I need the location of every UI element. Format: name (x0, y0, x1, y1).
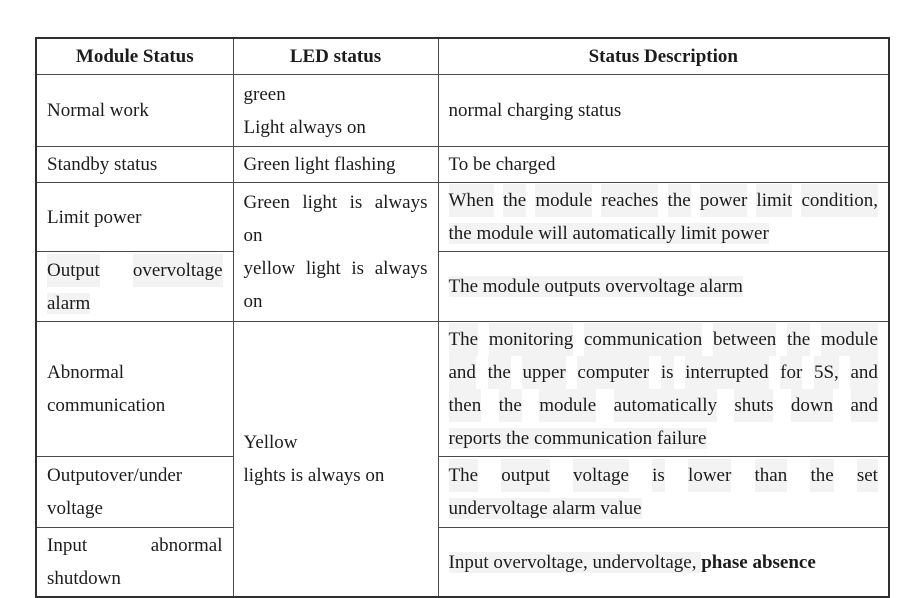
cell-word: module (539, 389, 596, 422)
cell-word: overvoltage (133, 254, 223, 287)
cell-line (47, 529, 223, 562)
table-cell (36, 147, 233, 183)
cell-word: for (780, 356, 802, 389)
table-cell (36, 322, 233, 457)
table-cell (233, 322, 438, 598)
cell-line (47, 492, 223, 525)
table-cell (438, 457, 889, 528)
cell-word: lower (688, 459, 731, 492)
table-row (36, 528, 889, 598)
cell-word: interrupted (685, 356, 768, 389)
cell-word: the (787, 323, 810, 356)
table-cell (36, 252, 233, 322)
cell-word: and (851, 389, 878, 422)
cell-line (47, 201, 223, 234)
column-header (233, 38, 438, 75)
cell-text: Standby status (47, 154, 158, 175)
cell-text: normal charging status (448, 100, 622, 121)
cell-line (47, 356, 223, 389)
cell-text: on (243, 225, 263, 246)
table-row (36, 457, 889, 528)
cell-text: on (243, 291, 263, 312)
cell-text: alarm (47, 292, 91, 314)
cell-word: the (503, 184, 526, 217)
cell-text: reports the communication failure (448, 428, 707, 449)
cell-word: Input (47, 535, 88, 556)
cell-line (47, 254, 223, 287)
cell-text: Abnormal (47, 362, 125, 383)
cell-text: To be charged (448, 154, 556, 175)
cell-line (244, 148, 428, 181)
column-header (438, 38, 889, 75)
cell-word: power (700, 184, 747, 217)
cell-line (449, 94, 879, 127)
cell-line (449, 323, 879, 356)
cell-line (449, 459, 879, 492)
cell-text: Outputover/under (47, 465, 183, 486)
cell-word: Output (47, 254, 100, 287)
cell-word: The (449, 459, 479, 492)
table-cell (233, 183, 438, 322)
cell-word: Green (243, 192, 290, 213)
cell-text: lights is always on (243, 465, 385, 486)
cell-word: is (652, 459, 665, 492)
cell-line (244, 186, 428, 219)
table-cell (36, 183, 233, 252)
cell-line (244, 426, 428, 459)
cell-word: upper (522, 356, 565, 389)
cell-word: between (713, 323, 776, 356)
table-cell (438, 183, 889, 252)
cell-word: condition, (801, 184, 878, 217)
cell-word: is (351, 258, 365, 279)
cell-line (449, 422, 879, 455)
cell-word: the (488, 356, 511, 389)
cell-line (449, 492, 879, 525)
table-row (36, 252, 889, 322)
table-cell (438, 528, 889, 598)
table-cell (438, 75, 889, 147)
cell-word: light (302, 192, 338, 213)
cell-text: undervoltage alarm value (448, 498, 642, 519)
module-status-table (35, 37, 890, 598)
column-header (36, 38, 233, 75)
cell-text: Green light flashing (243, 154, 396, 175)
cell-line (449, 148, 879, 181)
cell-word: the (810, 459, 833, 492)
table-row (36, 75, 889, 147)
cell-word: yellow (243, 258, 296, 279)
cell-line (47, 94, 223, 127)
cell-word: and (449, 356, 476, 389)
cell-word: always (374, 192, 428, 213)
cell-line (244, 252, 428, 285)
cell-word: shuts (734, 389, 773, 422)
cell-line (449, 184, 879, 217)
cell-word: is (349, 192, 363, 213)
cell-text: Status Description (588, 46, 738, 67)
cell-word: voltage (573, 459, 629, 492)
cell-text: Normal work (47, 100, 149, 121)
cell-line (244, 219, 428, 252)
cell-word: limit (756, 184, 792, 217)
cell-text-segment: Input overvoltage, undervoltage, (448, 551, 702, 573)
table-cell (438, 147, 889, 183)
cell-text: Module Status (75, 46, 194, 67)
cell-line (449, 546, 879, 579)
cell-word: The (449, 323, 479, 356)
cell-line (449, 270, 879, 303)
cell-word: module (821, 323, 878, 356)
cell-line (244, 285, 428, 318)
cell-line (244, 78, 428, 111)
cell-text: shutdown (47, 568, 121, 589)
cell-word: and (850, 356, 877, 389)
cell-word: then (449, 389, 482, 422)
cell-word: abnormal (150, 535, 223, 556)
table-cell (438, 322, 889, 457)
cell-word: communication (584, 323, 702, 356)
table-cell (233, 147, 438, 183)
cell-text: green (243, 83, 286, 105)
cell-line (449, 389, 879, 422)
table-cell (233, 75, 438, 147)
cell-text: Limit power (47, 206, 142, 228)
cell-text: Light always on (243, 116, 366, 138)
cell-word: light (305, 258, 341, 279)
cell-line (47, 148, 223, 181)
cell-line (47, 562, 223, 595)
cell-line (244, 111, 428, 144)
cell-word: module (535, 184, 592, 217)
table-row (36, 322, 889, 457)
cell-word: 5S, (814, 356, 839, 389)
cell-text: LED status (289, 46, 382, 67)
cell-text: the module will automatically limit power (448, 223, 769, 244)
cell-text: The module outputs overvoltage alarm (448, 276, 743, 297)
cell-line (47, 459, 223, 492)
table-cell (438, 252, 889, 322)
cell-text-segment: phase absence (701, 551, 816, 573)
cell-line (449, 356, 879, 389)
cell-word: than (755, 459, 788, 492)
cell-text: communication (47, 395, 166, 416)
cell-word: output (501, 459, 550, 492)
cell-line (244, 40, 428, 73)
cell-line (449, 217, 879, 250)
cell-word: set (857, 459, 878, 492)
table-body (36, 38, 889, 597)
cell-line (47, 287, 223, 320)
cell-word: automatically (614, 389, 717, 422)
cell-word: is (661, 356, 674, 389)
cell-line (244, 459, 428, 492)
cell-line (47, 40, 223, 73)
cell-word: When (449, 184, 494, 217)
table-cell (36, 528, 233, 598)
table-row (36, 183, 889, 252)
table-row (36, 147, 889, 183)
cell-word: computer (577, 356, 649, 389)
cell-word: down (791, 389, 833, 422)
table-cell (36, 75, 233, 147)
header-row (36, 38, 889, 75)
table-cell (36, 457, 233, 528)
cell-word: the (499, 389, 522, 422)
cell-word: always (374, 258, 428, 279)
cell-text: Yellow (243, 432, 298, 453)
cell-text: voltage (47, 498, 103, 519)
cell-word: reaches (601, 184, 658, 217)
cell-word: the (668, 184, 691, 217)
cell-line (449, 40, 879, 73)
cell-line (47, 389, 223, 422)
cell-word: monitoring (489, 323, 573, 356)
